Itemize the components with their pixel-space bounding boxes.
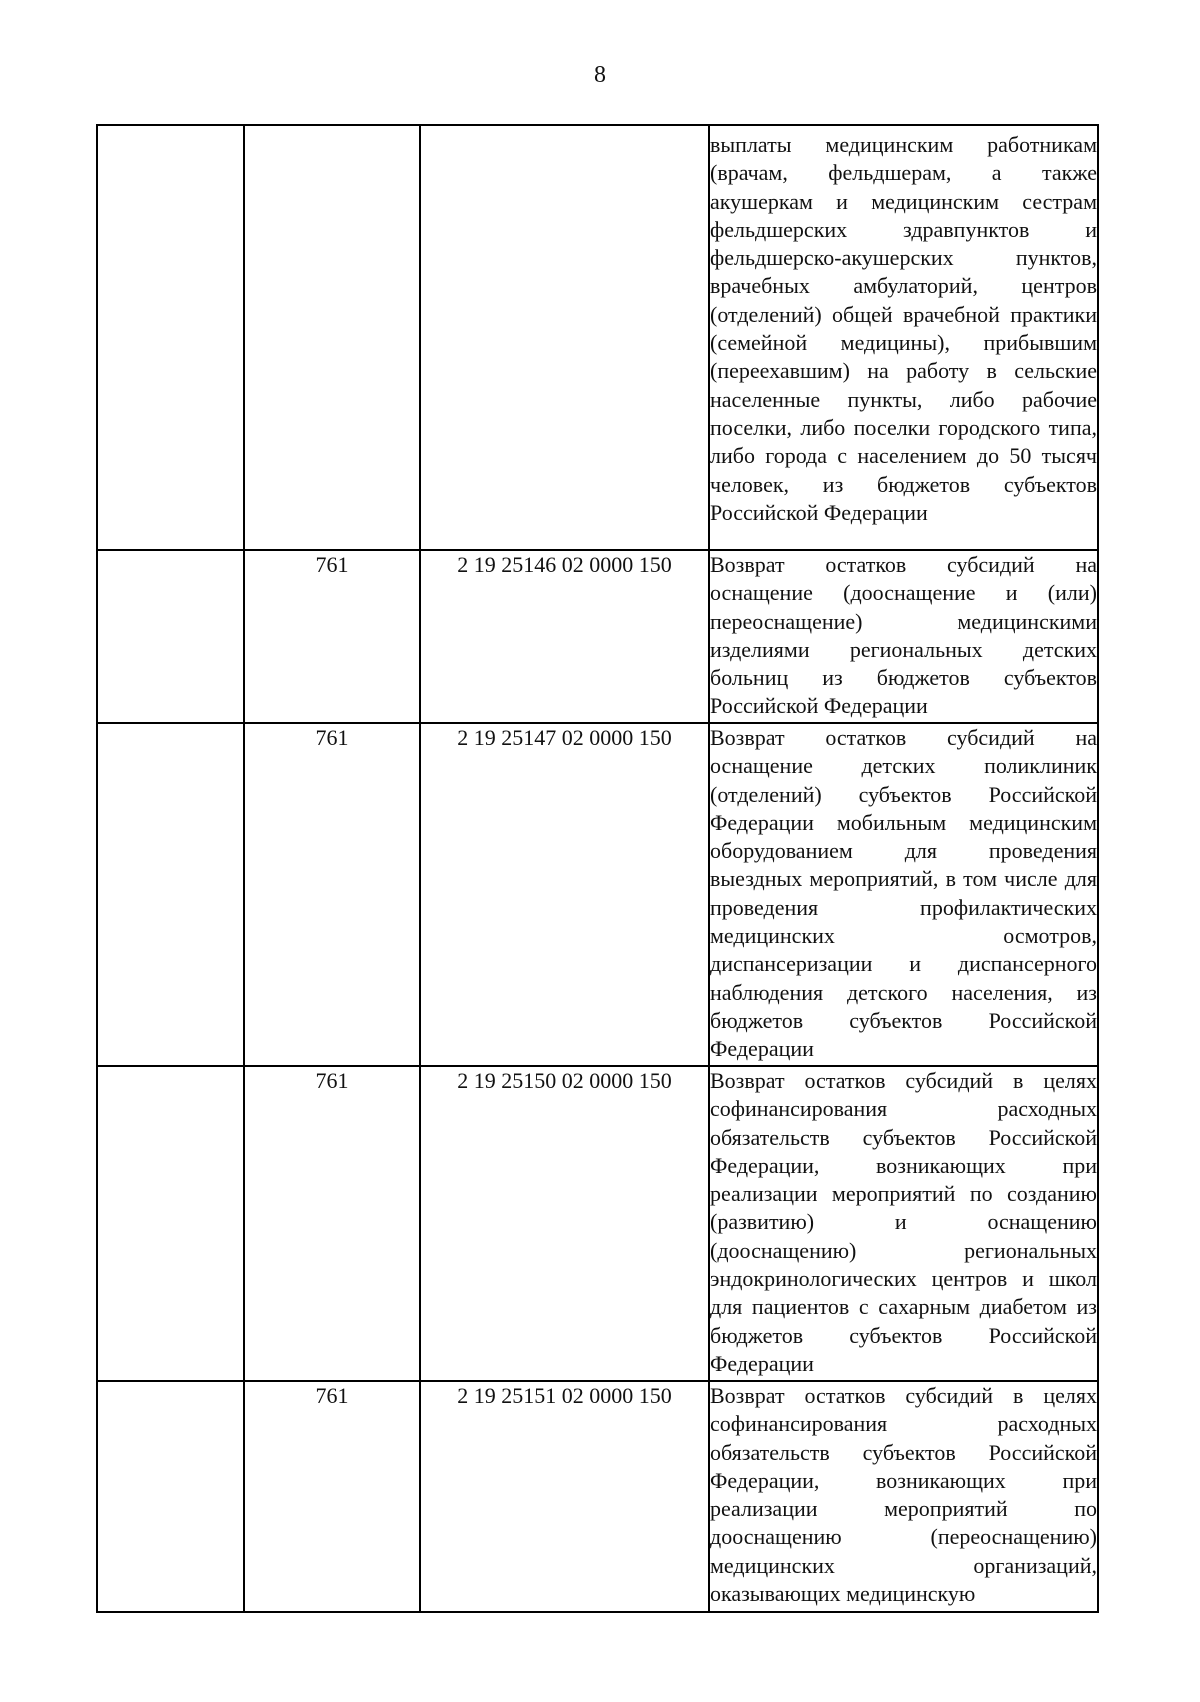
table-row [97,723,1098,1066]
admin-code-cell: 761 [244,723,420,1066]
empty-cell [97,550,244,723]
budget-code-cell: 2 19 25151 02 0000 150 [420,1381,709,1612]
empty-cell [97,1066,244,1381]
description-cell: выплаты медицинским работникам (врачам, фельдшерам, а также акушеркам и медицинским сестрам фельдшерских здравпунктов и фельдшерско-акушерских пунктов, врачебных амбулаторий, центров (отделений) общей врачебной практики (семейной медицины), прибывшим (переехавшим) на работу в сельские населенные пункты, либо рабочие поселки, либо поселки городского типа, либо города с населением до 50 тысяч человек, из бюджетов субъектов Российской Федерации [709,125,1098,550]
admin-code-cell: 761 [244,1381,420,1612]
page-number: 8 [594,62,606,88]
budget-code-cell [420,125,709,550]
budget-codes-table [96,124,1099,1613]
admin-code-cell: 761 [244,550,420,723]
table-row [97,1066,1098,1381]
description-cell: Возврат остатков субсидий в целях софинансирования расходных обязательств субъектов Российской Федерации, возникающих при реализации мероприятий по дооснащению (переоснащению) медицинских организаций, оказывающих медицинскую [709,1381,1098,1612]
description-cell: Возврат остатков субсидий на оснащение детских поликлиник (отделений) субъектов Российской Федерации мобильным медицинским оборудованием для проведения выездных мероприятий, в том числе для проведения профилактических медицинских осмотров, диспансеризации и диспансерного наблюдения детского населения, из бюджетов субъектов Российской Федерации [709,723,1098,1066]
description-cell: Возврат остатков субсидий на оснащение (дооснащение и (или) переоснащение) медицинскими изделиями региональных детских больниц из бюджетов субъектов Российской Федерации [709,550,1098,723]
admin-code-cell [244,125,420,550]
description-cell: Возврат остатков субсидий в целях софинансирования расходных обязательств субъектов Российской Федерации, возникающих при реализации мероприятий по созданию (развитию) и оснащению (дооснащению) региональных эндокринологических центров и школ для пациентов с сахарным диабетом из бюджетов субъектов Российской Федерации [709,1066,1098,1381]
budget-code-cell: 2 19 25147 02 0000 150 [420,723,709,1066]
table-row [97,550,1098,723]
admin-code-cell: 761 [244,1066,420,1381]
table-row [97,1381,1098,1612]
table-row [97,125,1098,550]
budget-code-cell: 2 19 25150 02 0000 150 [420,1066,709,1381]
empty-cell [97,125,244,550]
empty-cell [97,723,244,1066]
empty-cell [97,1381,244,1612]
budget-code-cell: 2 19 25146 02 0000 150 [420,550,709,723]
